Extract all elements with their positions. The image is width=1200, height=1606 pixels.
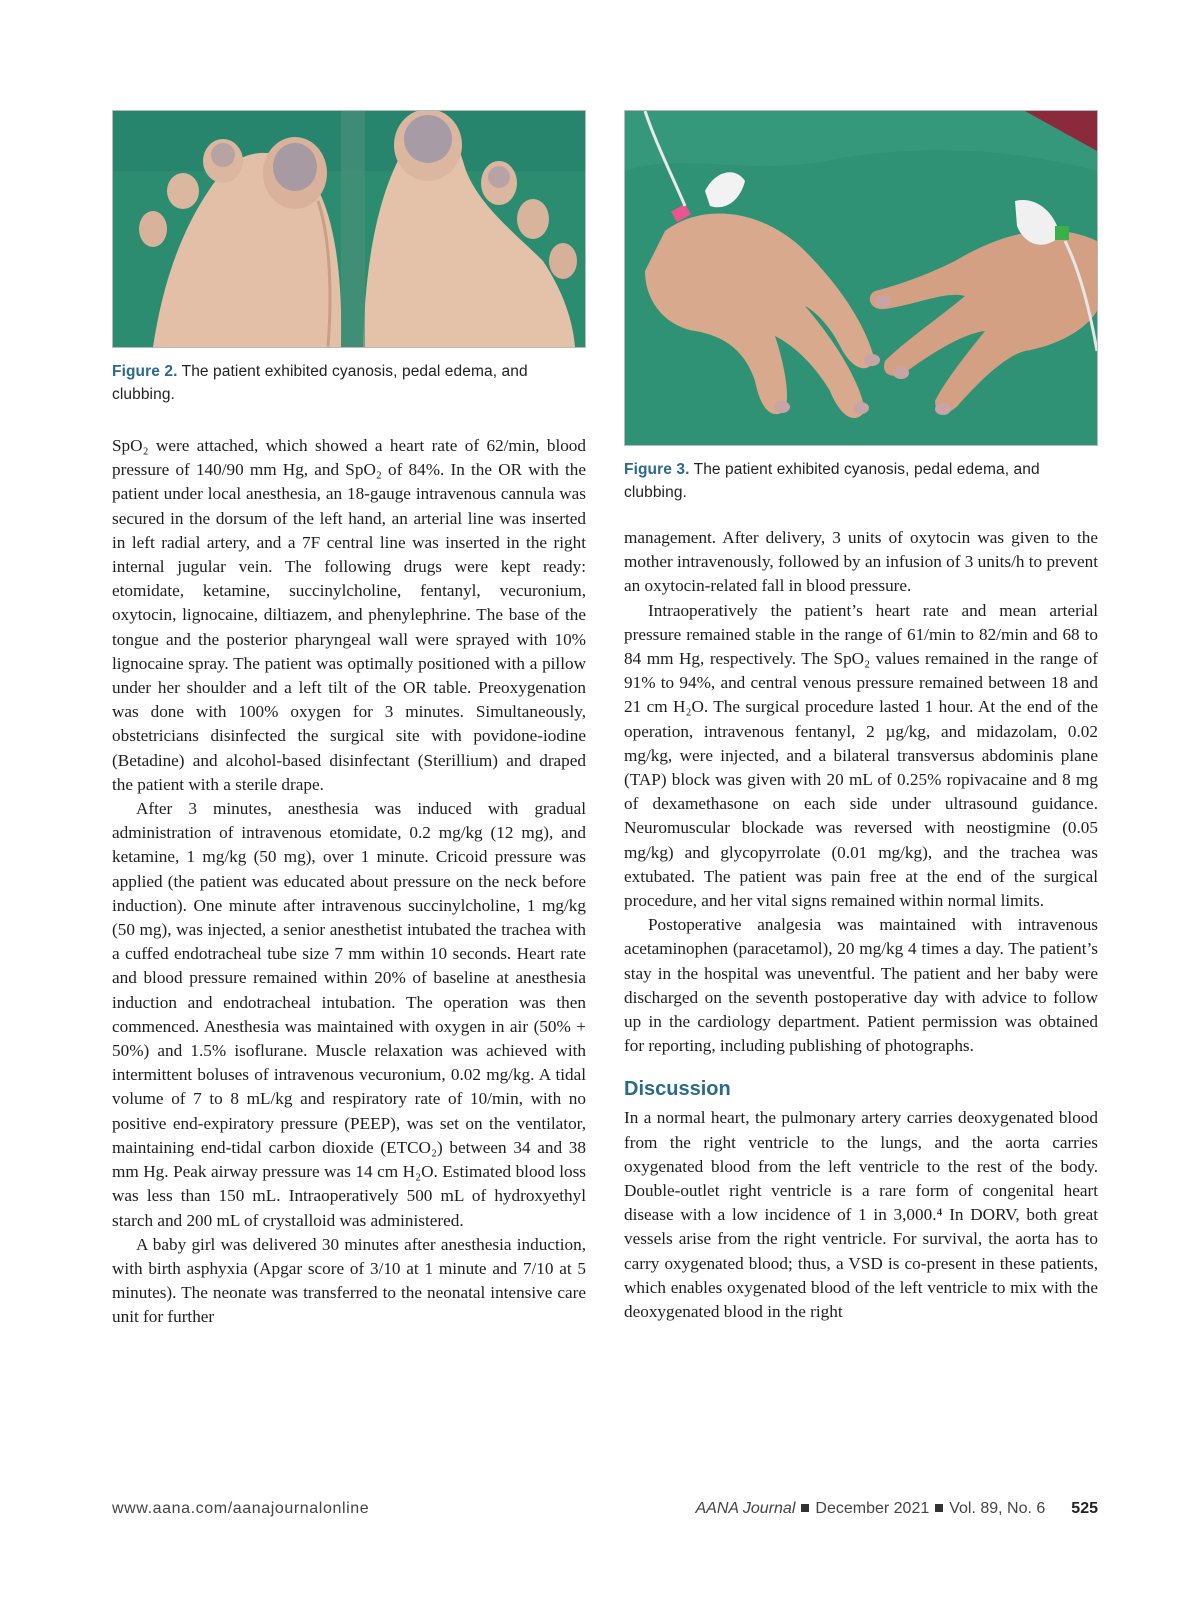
figure-2-label: Figure 2. (112, 363, 178, 380)
left-body-text (112, 434, 586, 1330)
paragraph: After 3 minutes, anesthesia was induced with gradual administration of intravenous etomidate, 0.2 mg/kg (12 mg), and ketamine, 1 mg/kg (50 mg), over 1 minute. Cricoid pressure was applied (the patient was educated about pressure on the neck before induction). One minute after intravenous succinylcholine, 1 mg/kg (50 mg), was injected, a senior anesthetist intubated the trachea with a cuffed endotracheal tube size 7 mm within 10 seconds. Heart rate and blood pressure remained within 20% of baseline at anesthesia induction and endotracheal intubation. The operation was then commenced. Anesthesia was maintained with oxygen in air (50% + 50%) and 1.5% isoflurane. Muscle relaxation was achieved with intermittent boluses of intravenous vecuronium, 0.02 mg/kg. A tidal volume of 7 to 8 mL/kg and respiratory rate of 10/min, with no positive end-expiratory pressure (PEEP), was set on the ventilator, maintaining end-tidal carbon dioxide (ETCO₂) between 34 and 38 mm Hg. Peak airway pressure was 14 cm H₂O. Estimated blood loss was less than 150 mL. Intraoperatively 500 mL of hydroxyethyl starch and 200 mL of crystalloid was administered. (112, 799, 586, 1230)
right-body-text (624, 526, 1098, 1324)
square-bullet-icon (801, 1504, 809, 1512)
feet-photo-illustration (113, 111, 585, 347)
discussion-heading: Discussion (624, 1078, 731, 1101)
figure-3-label: Figure 3. (624, 461, 690, 478)
paragraph: A baby girl was delivered 30 minutes after anesthesia induction, with birth asphyxia (Apgar score of 3/10 at 1 minute and 7/10 at 5 minutes). The neonate was transferred to the neonatal intensive care unit for further (112, 1234, 586, 1327)
paragraph: management. After delivery, 3 units of oxytocin was given to the mother intravenously, followed by an infusion of 3 units/h to prevent an oxytocin-related fall in blood pressure. (624, 528, 1098, 596)
figure-2 (112, 110, 586, 406)
figure-2-caption (112, 360, 586, 406)
paragraph: In a normal heart, the pulmonary artery carries deoxygenated blood from the right ventricle to the lungs, and the aorta carries oxygenated blood from the left ventricle to the rest of the body. Double-outlet right ventricle is a rare form of congenital heart disease with a low incidence of 1 in 3,000.⁴ In DORV, both great vessels arise from the right ventricle. For survival, the aorta has to carry oxygenated blood; thus, a VSD is co-present in these patients, which enables oxygenated blood of the left ventricle to mix with the deoxygenated blood in the right (624, 1108, 1098, 1322)
figure-3-photo-hands (624, 110, 1098, 446)
page-footer (112, 1500, 1098, 1524)
figure-3-caption-text: The patient exhibited cyanosis, pedal edema, and clubbing. (624, 461, 1040, 501)
journal-name: AANA Journal (695, 1500, 796, 1517)
page-number: 525 (1071, 1500, 1098, 1517)
volume-issue: Vol. 89, No. 6 (949, 1500, 1046, 1517)
hands-photo-illustration (625, 111, 1097, 445)
square-bullet-icon (935, 1504, 943, 1512)
figure-3 (624, 110, 1098, 504)
figure-3-caption (624, 458, 1098, 504)
paragraph: SpO₂ were attached, which showed a heart rate of 62/min, blood pressure of 140/90 mm Hg, and SpO₂ of 84%. In the OR with the patient under local anesthesia, an 18-gauge intravenous cannula was secured in the dorsum of the left hand, an arterial line was inserted in left radial artery, and a 7F central line was inserted in the right internal jugular vein. The following drugs were kept ready: etomidate, ketamine, succinylcholine, fentanyl, vecuronium, oxytocin, lignocaine, diltiazem, and phenylephrine. The base of the tongue and the posterior pharyngeal wall were sprayed with 10% lignocaine spray. The patient was optimally positioned with a pillow under her shoulder and a left tilt of the OR table. Preoxygenation was done with 100% oxygen for 3 minutes. Simultaneously, obstetricians disinfected the surgical site with povidone-iodine (Betadine) and alcohol-based disinfectant (Sterillium) and draped the patient with a sterile drape. (112, 436, 586, 794)
right-column (624, 110, 1098, 1324)
paragraph: Intraoperatively the patient’s heart rate and mean arterial pressure remained stable in the range of 61/min to 82/min and 68 to 84 mm Hg, respectively. The SpO₂ values remained in the range of 91% to 94%, and central venous pressure remained between 18 and 21 cm H₂O. The surgical procedure lasted 1 hour. At the end of the operation, intravenous fentanyl, 2 µg/kg, and midazolam, 0.02 mg/kg, were injected, and a bilateral transversus abdominis plane (TAP) block was given with 20 mL of 0.25% ropivacaine and 8 mg of dexamethasone on each side under ultrasound guidance. Neuromuscular blockade was reversed with neostigmine (0.05 mg/kg) and glycopyrrolate (0.01 mg/kg), and the trachea was extubated. The patient was pain free at the end of the surgical procedure, and her vital signs remained within normal limits. (624, 600, 1098, 911)
figure-2-caption-text: The patient exhibited cyanosis, pedal edema, and clubbing. (112, 363, 528, 403)
figure-2-photo-feet (112, 110, 586, 348)
issue-date: December 2021 (815, 1500, 930, 1517)
left-column (112, 110, 586, 1330)
footer-citation (695, 1500, 1098, 1518)
journal-url[interactable]: www.aana.com/aanajournalonline (112, 1500, 370, 1517)
paragraph: Postoperative analgesia was maintained with intravenous acetaminophen (paracetamol), 20 mg/kg 4 times a day. The patient’s stay in the hospital was uneventful. The patient and her baby were discharged on the seventh postoperative day with advice to follow up in the cardiology department. Patient permission was obtained for reporting, including publishing of photographs. (624, 915, 1098, 1056)
